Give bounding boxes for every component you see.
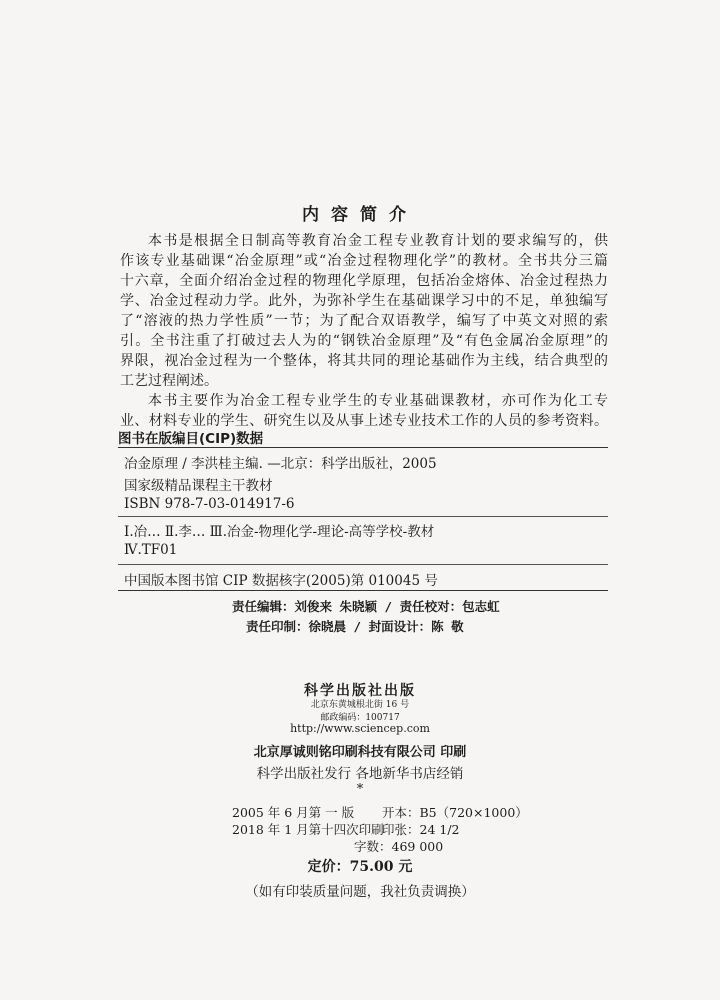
price: 定价：75.00 元 xyxy=(307,859,413,875)
summary-line: 了“溶液的热力学性质”一节；为了配合双语教学，编写了中英文对照的索 xyxy=(120,313,608,329)
summary-line: 作该专业基础课“冶金原理”或“冶金过程物理化学”的教材。全书共分三篇 xyxy=(120,253,608,269)
cip-classification-line: Ⅳ.TF01 xyxy=(124,542,178,558)
word-count: 字数：469 000 xyxy=(354,839,444,854)
page-title: 内容简介 xyxy=(302,205,418,225)
divider xyxy=(118,516,608,517)
publisher-name: 科学出版社出版 xyxy=(304,683,416,699)
book-summary xyxy=(120,231,608,431)
summary-line: 引。全书注重了打破过去人为的“钢铁冶金原理”及“有色金属冶金原理”的 xyxy=(120,333,608,349)
summary-line: 十六章，全面介绍冶金过程的物理化学原理，包括冶金熔体、冶金过程热力 xyxy=(120,273,608,289)
cip-isbn-line: ISBN 978-7-03-014917-6 xyxy=(124,496,295,512)
printing-date: 2018 年 1 月第十四次印刷 xyxy=(232,822,384,837)
cip-series-line: 国家级精品课程主干教材 xyxy=(124,478,273,494)
publisher-address: 北京东黄城根北街 16 号 xyxy=(310,700,410,710)
printer-name: 北京厚诚则铭印刷科技有限公司 印刷 xyxy=(253,745,467,760)
summary-line: 本书是根据全日制高等教育冶金工程专业教育计划的要求编写的，供 xyxy=(148,233,608,249)
edition-date: 2005 年 6 月第 一 版 xyxy=(232,805,355,820)
quality-notice: （如有印装质量问题，我社负责调换） xyxy=(245,884,475,900)
printed-sheets: 印张：24 1/2 xyxy=(382,822,460,837)
divider xyxy=(118,564,608,565)
distribution-line: 科学出版社发行 各地新华书店经销 xyxy=(256,766,464,782)
divider xyxy=(118,590,608,591)
cip-classification-line: Ⅰ.冶… Ⅱ.李… Ⅲ.冶金-物理化学-理论-高等学校-教材 xyxy=(124,524,435,540)
summary-line: 工艺过程阐述。 xyxy=(120,373,218,389)
summary-paragraph-2 xyxy=(120,391,608,431)
summary-paragraph-1 xyxy=(120,231,608,391)
cip-record-line: 中国版本图书馆 CIP 数据核字(2005)第 010045 号 xyxy=(124,573,438,589)
editor-credits: 责任编辑：刘俊来 朱晓颖 / 责任校对：包志虹 xyxy=(232,599,500,614)
divider xyxy=(118,447,608,448)
summary-line: 本书主要作为冶金工程专业学生的专业基础课教材，亦可作为化工专 xyxy=(148,393,608,409)
summary-line: 学、冶金过程动力学。此外，为弥补学生在基础课学习中的不足，单独编写 xyxy=(120,293,608,309)
cip-heading: 图书在版编目(CIP)数据 xyxy=(118,431,264,447)
postal-code: 邮政编码：100717 xyxy=(320,713,400,723)
summary-line: 业、材料专业的学生、研究生以及从事上述专业技术工作的人员的参考资料。 xyxy=(120,413,608,429)
separator-asterisk: * xyxy=(356,782,364,797)
book-format: 开本：B5（720×1000） xyxy=(382,805,528,820)
summary-line: 界限，视冶金过程为一个整体，将其共同的理论基础作为主线，结合典型的 xyxy=(120,353,608,369)
production-credits: 责任印制：徐晓晨 / 封面设计：陈 敬 xyxy=(246,619,464,634)
printing-row xyxy=(232,820,460,838)
edition-row xyxy=(232,803,528,821)
publisher-website: http://www.sciencep.com xyxy=(290,722,430,735)
cip-title-line: 冶金原理 / 李洪桂主编. —北京：科学出版社，2005 xyxy=(124,456,437,472)
